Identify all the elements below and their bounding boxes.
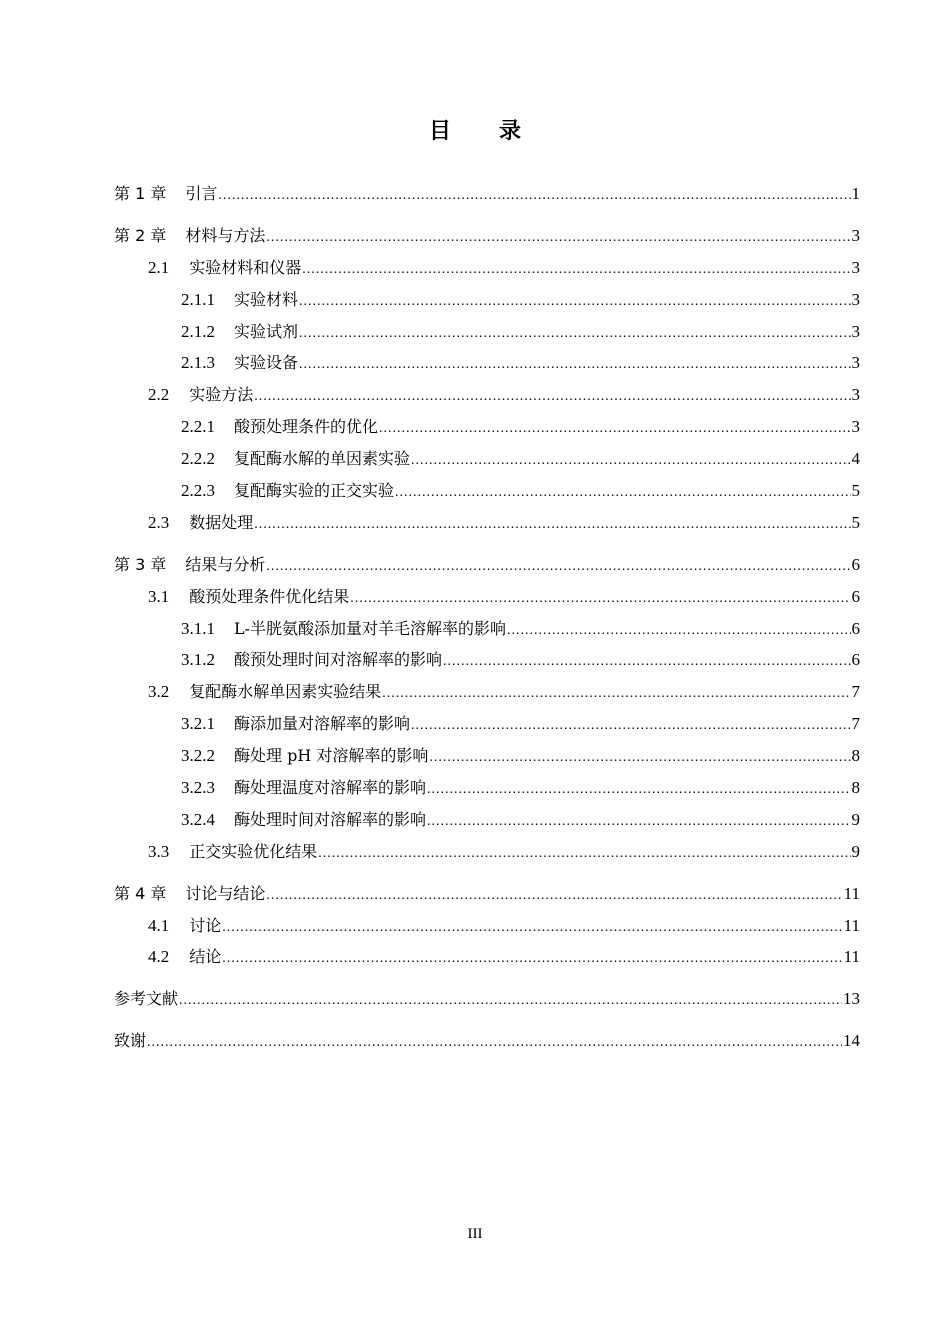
dot-leader xyxy=(411,445,850,477)
dot-leader xyxy=(350,583,850,615)
toc-entry-page: 3 xyxy=(851,289,860,309)
toc-entry-label: 讨论与结论 xyxy=(185,883,266,903)
toc-entry-label: 引言 xyxy=(185,184,218,203)
dot-leader xyxy=(379,413,850,445)
toc-entry-page: 13 xyxy=(843,989,860,1009)
dot-leader xyxy=(395,477,850,509)
toc-entry-label: 酶添加量对溶解率的影响 xyxy=(234,714,411,734)
toc-entry-page: 6 xyxy=(851,650,860,670)
dot-leader xyxy=(299,349,850,381)
dot-leader xyxy=(427,774,850,806)
toc-entry-page: 7 xyxy=(851,682,860,702)
toc-entry-page: 5 xyxy=(851,481,860,501)
toc-entry-label: 实验设备 xyxy=(234,353,299,373)
dot-leader xyxy=(507,615,850,647)
toc-entry-label: 复配酶水解的单因素实验 xyxy=(234,449,411,469)
toc-entry-label: 材料与方法 xyxy=(185,225,266,245)
toc-entry[interactable] xyxy=(114,644,860,676)
toc-entry-number: 3.1.1 xyxy=(181,618,215,638)
toc-entry-page: 3 xyxy=(851,385,860,405)
toc-entry-number: 3.1.2 xyxy=(181,650,215,670)
toc-title-char-2: 录 xyxy=(499,119,522,144)
toc-entry-page: 14 xyxy=(843,1031,860,1051)
toc-entry-label: 数据处理 xyxy=(189,512,254,532)
toc-entry-number: 2.1.3 xyxy=(181,353,215,373)
toc-entry-number: 3.1 xyxy=(148,586,170,606)
toc-entry-number: 3.2.1 xyxy=(181,714,215,734)
toc-entry-label: 实验材料和仪器 xyxy=(189,257,302,277)
dot-leader xyxy=(266,551,850,583)
dot-leader xyxy=(411,710,850,742)
toc-entry-number: 3.2.4 xyxy=(181,809,215,829)
toc-entry-label: 结果与分析 xyxy=(185,554,266,574)
toc-entry-number: 第 2 章 xyxy=(114,225,167,245)
toc-entry-number: 第 1 章 xyxy=(114,184,167,203)
toc-entry-label: L-半胱氨酸添加量对羊毛溶解率的影响 xyxy=(234,618,507,638)
toc-entry-number: 2.1.1 xyxy=(181,289,215,309)
toc-entry-number: 2.3 xyxy=(148,512,170,532)
toc-entry[interactable] xyxy=(114,613,860,645)
toc-entry-page: 9 xyxy=(851,809,860,829)
dot-leader xyxy=(266,222,850,254)
toc-entry[interactable] xyxy=(114,347,860,379)
toc-entry-label: 复配酶水解单因素实验结果 xyxy=(189,682,382,702)
toc-entry-label: 酸预处理条件的优化 xyxy=(234,417,379,437)
dot-leader xyxy=(382,678,850,710)
toc-entry[interactable] xyxy=(114,507,860,539)
dot-leader xyxy=(222,912,842,944)
toc-entry-page: 8 xyxy=(851,746,860,766)
toc-entry-number: 3.2 xyxy=(148,682,170,702)
dot-leader xyxy=(179,985,842,1017)
toc-entry[interactable] xyxy=(114,676,860,708)
toc-entry-page: 3 xyxy=(851,225,860,245)
toc-entry-label: 实验试剂 xyxy=(234,321,299,341)
toc-entry-label: 结论 xyxy=(189,947,222,967)
toc-entry[interactable] xyxy=(114,878,860,910)
toc-entry[interactable] xyxy=(114,252,860,284)
toc-entry-page: 1 xyxy=(851,184,860,203)
toc-entry-label: 酸预处理时间对溶解率的影响 xyxy=(234,650,443,670)
toc-entry[interactable] xyxy=(114,475,860,507)
dot-leader xyxy=(266,880,842,912)
toc-entry-page: 9 xyxy=(851,841,860,861)
toc-entry-page: 6 xyxy=(851,618,860,638)
toc-entry[interactable] xyxy=(114,379,860,411)
toc-entry[interactable] xyxy=(114,178,860,210)
toc-entry[interactable] xyxy=(114,284,860,316)
toc-entry[interactable] xyxy=(114,941,860,973)
dot-leader xyxy=(427,806,850,838)
toc-entry-page: 3 xyxy=(851,257,860,277)
toc-entry-page: 5 xyxy=(851,512,860,532)
toc-entry[interactable] xyxy=(114,1025,860,1057)
toc-entry-page: 11 xyxy=(843,915,860,935)
toc-entry[interactable] xyxy=(114,983,860,1015)
toc-entry-page: 7 xyxy=(851,714,860,734)
toc-entry-number: 3.2.3 xyxy=(181,778,215,798)
toc-entry-label: 酸预处理条件优化结果 xyxy=(189,586,350,606)
toc-entry[interactable] xyxy=(114,316,860,348)
dot-leader xyxy=(147,1027,842,1059)
dot-leader xyxy=(318,838,850,870)
toc-entry-page: 3 xyxy=(851,321,860,341)
toc-entry-page: 3 xyxy=(851,353,860,373)
toc-entry[interactable] xyxy=(114,708,860,740)
table-of-contents xyxy=(114,178,860,1057)
dot-leader xyxy=(222,943,842,975)
dot-leader xyxy=(299,286,850,318)
toc-entry-number: 2.2.1 xyxy=(181,417,215,437)
toc-title-char-1: 目 xyxy=(428,119,451,144)
toc-entry-number: 2.2.3 xyxy=(181,481,215,501)
toc-entry[interactable] xyxy=(114,740,860,772)
dot-leader xyxy=(254,381,850,413)
page-number: III xyxy=(467,1226,483,1242)
toc-title xyxy=(0,114,950,145)
dot-leader xyxy=(299,318,850,350)
toc-entry-page: 11 xyxy=(843,947,860,967)
toc-entry[interactable] xyxy=(114,411,860,443)
toc-entry-page: 3 xyxy=(851,417,860,437)
toc-entry-label: 参考文献 xyxy=(114,989,179,1009)
toc-entry-page: 8 xyxy=(851,778,860,798)
toc-entry-number: 2.1 xyxy=(148,257,170,277)
toc-entry-page: 6 xyxy=(851,554,860,574)
toc-entry-number: 4.1 xyxy=(148,915,170,935)
toc-entry[interactable] xyxy=(114,772,860,804)
toc-entry-label: 酶处理温度对溶解率的影响 xyxy=(234,778,427,798)
toc-entry[interactable] xyxy=(114,220,860,252)
toc-entry-number: 2.2 xyxy=(148,385,170,405)
dot-leader xyxy=(218,180,850,212)
dot-leader xyxy=(254,509,850,541)
toc-entry-number: 第 4 章 xyxy=(114,883,167,903)
toc-entry[interactable] xyxy=(114,804,860,836)
dot-leader xyxy=(302,254,850,286)
toc-entry-number: 4.2 xyxy=(148,947,170,967)
toc-entry-label: 致谢 xyxy=(114,1031,147,1051)
dot-leader xyxy=(429,742,850,774)
toc-entry[interactable] xyxy=(114,910,860,942)
toc-entry[interactable] xyxy=(114,443,860,475)
toc-entry-label: 正交实验优化结果 xyxy=(189,841,318,861)
toc-entry-number: 第 3 章 xyxy=(114,554,167,574)
toc-entry-page: 11 xyxy=(843,883,860,903)
toc-entry-label: 讨论 xyxy=(189,915,222,935)
toc-entry-label: 复配酶实验的正交实验 xyxy=(234,481,395,501)
toc-entry-label: 酶处理 pH 对溶解率的影响 xyxy=(234,746,429,766)
toc-entry[interactable] xyxy=(114,549,860,581)
toc-entry-number: 2.1.2 xyxy=(181,321,215,341)
toc-entry-page: 4 xyxy=(851,449,860,469)
toc-entry-label: 实验材料 xyxy=(234,289,299,309)
toc-entry-number: 2.2.2 xyxy=(181,449,215,469)
toc-entry-number: 3.2.2 xyxy=(181,746,215,766)
toc-entry-number: 3.3 xyxy=(148,841,170,861)
toc-entry-label: 酶处理时间对溶解率的影响 xyxy=(234,809,427,829)
toc-entry[interactable] xyxy=(114,581,860,613)
toc-entry[interactable] xyxy=(114,836,860,868)
toc-entry-page: 6 xyxy=(851,586,860,606)
dot-leader xyxy=(443,646,850,678)
toc-entry-label: 实验方法 xyxy=(189,385,254,405)
